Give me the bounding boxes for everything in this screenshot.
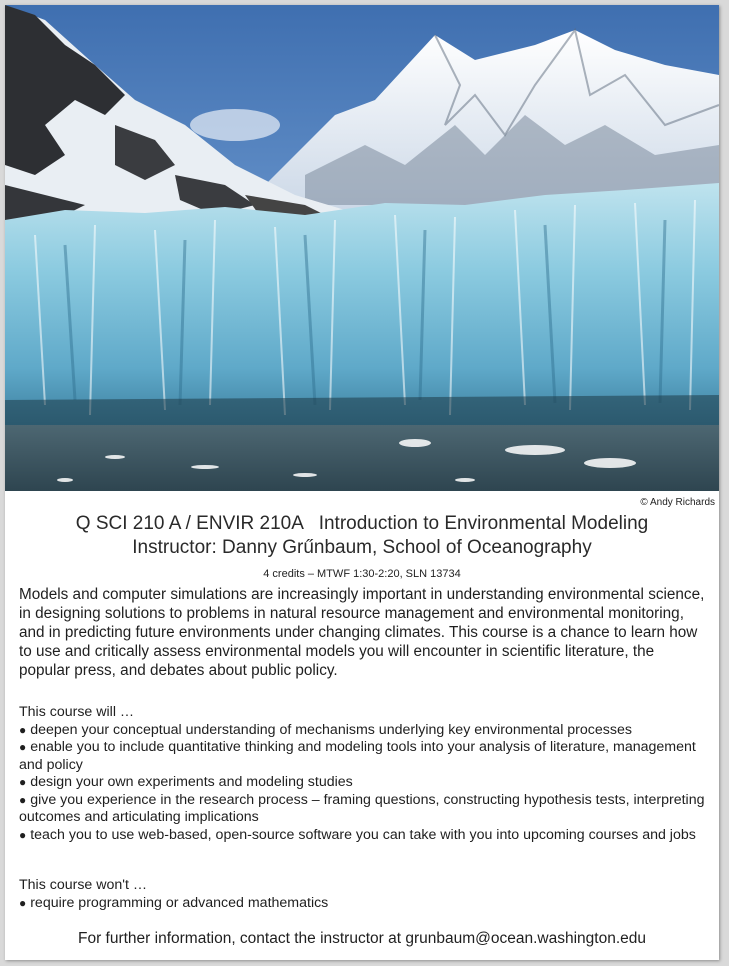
list-item-text: enable you to include quantitative thinking and modeling tools into your analysis of literature, management and policy (19, 739, 696, 773)
bullet-icon: ● (19, 722, 27, 737)
list-item (19, 792, 709, 827)
bullet-icon: ● (19, 827, 27, 842)
bullet-icon: ● (19, 740, 27, 754)
list-item (19, 722, 709, 740)
bullet-icon: ● (19, 895, 27, 910)
list-item (19, 774, 709, 792)
list-item-text: give you experience in the research process – framing questions, constructing hypothesis tests, interpreting outcomes and articulating implications (19, 791, 705, 825)
bullet-icon: ● (19, 792, 27, 807)
wont-list (19, 895, 709, 913)
course-title: Q SCI 210 A / ENVIR 210A Introduction to Environmental Modeling (75, 513, 649, 534)
course-meta: 4 credits – MTWF 1:30-2:20, SLN 13734 (263, 568, 461, 580)
list-item (19, 895, 709, 913)
course-description-block (19, 585, 709, 680)
contact-info: For further information, contact the instructor at grunbaum@ocean.washington.edu (77, 930, 646, 947)
flyer-page (5, 5, 719, 960)
list-item-text: teach you to use web-based, open-source software you can take with you into upcoming courses and jobs (30, 826, 696, 843)
course-description: Models and computer simulations are increasingly important in understanding environmental science, in designing solutions to problems in natural resource management and environmental monitoring, and in predicting future environments under changing climates. This course is a chance to learn how to use and critically assess environmental models you will encounter in scientific literature, the popular press, and debates about public policy. (19, 586, 705, 679)
list-item (19, 827, 709, 845)
list-item (19, 739, 709, 774)
wont-section (19, 877, 709, 912)
instructor-line: Instructor: Danny Grűnbaum, School of Oceanography (132, 537, 592, 558)
list-item-text: deepen your conceptual understanding of mechanisms underlying key environmental processes (30, 721, 632, 738)
will-section (19, 704, 709, 844)
list-item-text: require programming or advanced mathematics (30, 894, 329, 911)
will-list (19, 722, 709, 845)
will-heading: This course will … (19, 704, 135, 720)
bullet-icon: ● (19, 775, 27, 789)
list-item-text: design your own experiments and modeling studies (30, 774, 353, 790)
wont-heading: This course won't … (19, 877, 148, 893)
course-heading (5, 512, 719, 560)
photo-credit: © Andy Richards (640, 497, 715, 508)
glacier-photo (5, 5, 719, 491)
